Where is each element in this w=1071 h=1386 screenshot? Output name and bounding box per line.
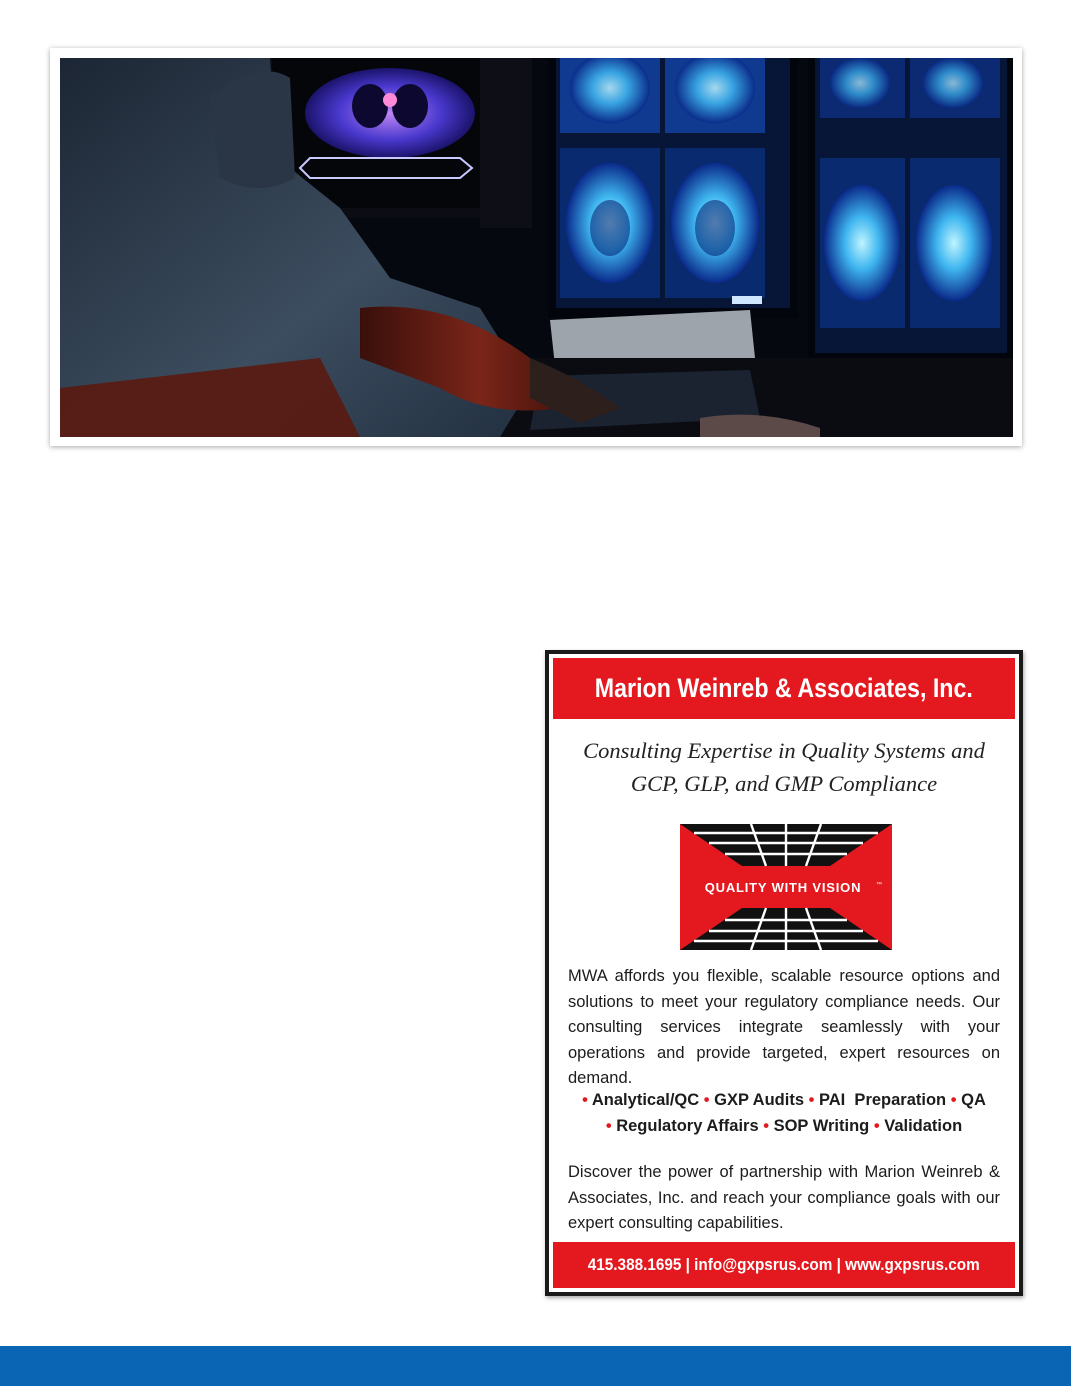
tagline-line-1: Consulting Expertise in Quality Systems and [583,738,985,763]
ad-header [553,658,1015,719]
service-item: SOP Writing [773,1117,870,1135]
logo-trademark: ™ [876,882,882,888]
service-item: Analytical/QC [591,1091,700,1109]
bullet: • [582,1091,588,1109]
ad-paragraph-1: MWA affords you flexible, scalable resource options and solutions to meet your regulatory compliance needs. Our consulting services integrate seamlessly with your operations and provide targeted, expert resources on demand. [568,967,1000,1087]
service-item: Validation [884,1117,963,1135]
bullet: • [763,1117,769,1135]
bullet: • [703,1091,710,1109]
service-item: PAI Preparation [818,1091,947,1109]
tagline-line-2: GCP, GLP, and GMP Compliance [630,771,938,796]
page-footer-bar [0,1346,1071,1386]
ad-tagline [559,734,1009,800]
quality-with-vision-logo [680,824,892,950]
bullet: • [605,1117,612,1135]
ad-paragraph-2: Discover the power of partnership with Marion Weinreb & Associates, Inc. and reach your compliance goals with our expert consulting capabilities. [568,1163,1000,1232]
service-item: QA [961,1091,986,1109]
contact-info: 415.388.1695 | info@gxpsrus.com | www.gxpsrus.com [588,1255,980,1274]
service-item: GXP Audits [714,1091,805,1109]
radiology-photo-illustration [60,58,1013,437]
logo-text: QUALITY WITH VISION [704,880,862,895]
bullet: • [950,1091,957,1109]
ad-footer-contact [553,1242,1015,1288]
services-line-1 [559,1087,1009,1113]
radiology-photo [60,58,1013,437]
bullet: • [808,1091,815,1109]
service-item: Regulatory Affairs [616,1117,759,1135]
ad-services [559,1087,1009,1139]
bullet: • [873,1117,880,1135]
photo-frame [50,48,1022,446]
company-name: Marion Weinreb & Associates, Inc. [594,673,974,703]
services-line-2 [559,1113,1009,1139]
advertisement [545,650,1023,1296]
